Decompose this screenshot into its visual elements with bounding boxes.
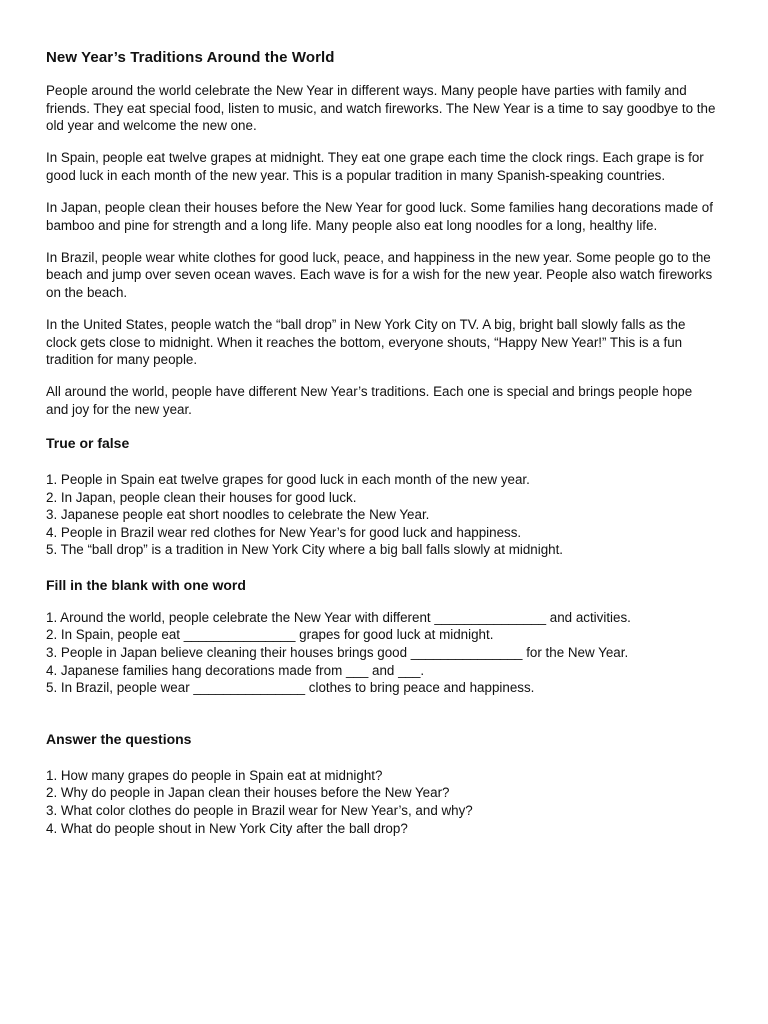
question-item: 1. How many grapes do people in Spain eat at midnight? xyxy=(46,767,383,783)
paragraph-japan: In Japan, people clean their houses before the New Year for good luck. Some families hang decorations made of bamboo and pine for strength and a long life. Many people also eat long noodles for a long, healthy life. xyxy=(46,199,713,233)
paragraph-intro: People around the world celebrate the New Year in different ways. Many people have parties with family and friends. They eat special food, listen to music, and watch fireworks. The New Year is a time to say goodbye to the old year and welcome the new one. xyxy=(46,83,716,134)
questions-heading: Answer the questions xyxy=(46,730,192,747)
question-item: 2. Why do people in Japan clean their houses before the New Year? xyxy=(46,785,450,801)
true-false-item: 5. The “ball drop” is a tradition in New York City where a big ball falls slowly at midnight. xyxy=(46,542,564,558)
fill-blank-item: 1. Around the world, people celebrate the New Year with different _______________ and activities. xyxy=(46,609,631,625)
fill-blank-heading: Fill in the blank with one word xyxy=(46,576,246,593)
true-false-item: 3. Japanese people eat short noodles to celebrate the New Year. xyxy=(46,507,430,523)
true-false-list xyxy=(46,471,718,559)
true-false-item: 2. In Japan, people clean their houses for good luck. xyxy=(46,489,357,505)
true-false-heading: True or false xyxy=(46,434,130,451)
true-false-item: 4. People in Brazil wear red clothes for New Year’s for good luck and happiness. xyxy=(46,524,522,540)
true-false-item: 1. People in Spain eat twelve grapes for good luck in each month of the new year. xyxy=(46,471,530,487)
fill-blank-item: 2. In Spain, people eat _______________ grapes for good luck at midnight. xyxy=(46,627,494,643)
paragraph-conclusion: All around the world, people have different New Year’s traditions. Each one is special and brings people hope and joy for the new year. xyxy=(46,384,693,417)
worksheet-page xyxy=(46,48,718,837)
paragraph-spain: In Spain, people eat twelve grapes at midnight. They eat one grape each time the clock rings. Each grape is for good luck in each month of the new year. This is a popular tradition in many Spanish-speaking countries. xyxy=(46,150,704,183)
page-title: New Year’s Traditions Around the World xyxy=(46,49,335,66)
paragraph-brazil: In Brazil, people wear white clothes for good luck, peace, and happiness in the new year. Some people go to the beach and jump over seven ocean waves. Each wave is for a wish for the new year. People also watch fireworks on the beach. xyxy=(46,249,713,300)
questions-list xyxy=(46,767,718,837)
question-item: 4. What do people shout in New York City after the ball drop? xyxy=(46,820,408,836)
question-item: 3. What color clothes do people in Brazil wear for New Year’s, and why? xyxy=(46,803,473,819)
fill-blank-list xyxy=(46,609,718,697)
paragraph-united-states: In the United States, people watch the “ball drop” in New York City on TV. A big, bright ball slowly falls as the clock gets close to midnight. When it reaches the bottom, everyone shouts, “Happy New Year!” This is a fun tradition for many people. xyxy=(46,316,686,368)
fill-blank-item: 3. People in Japan believe cleaning their houses brings good _______________ for the New Year. xyxy=(46,645,629,661)
fill-blank-item: 4. Japanese families hang decorations made from ___ and ___. xyxy=(46,662,425,678)
fill-blank-item: 5. In Brazil, people wear _______________ clothes to bring peace and happiness. xyxy=(46,680,535,696)
